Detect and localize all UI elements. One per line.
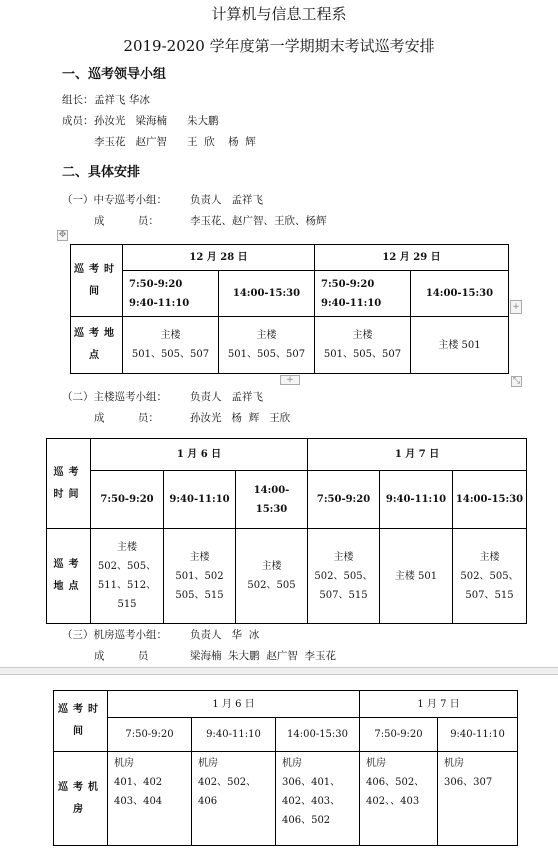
t3-time-5: 9:40-11:10 <box>438 718 518 752</box>
t3-place-4: 机房 406、502、 402、、403 <box>360 752 438 846</box>
t3-time-3: 14:00-15:30 <box>276 718 360 752</box>
doc-subtitle: 2019-2020 学年度第一学期期末考试巡考安排 <box>123 37 435 55</box>
t3-time-2: 9:40-11:10 <box>192 718 276 752</box>
t1-place-3: 主楼 501、505、507 <box>315 317 411 374</box>
group1-label: （一）中专巡考小组： <box>62 194 167 206</box>
page-break <box>0 667 558 675</box>
group3-member-label: 成 员 <box>94 650 149 662</box>
section2-heading: 二、具体安排 <box>62 165 141 180</box>
t3-place-2: 机房 402、502、 406 <box>192 752 276 846</box>
t2-place-3: 主楼 502、505 <box>236 529 308 624</box>
t3-place-5: 机房 306、307 <box>438 752 518 846</box>
members-line2: 李玉花 赵广智 王 欣 杨 辉 <box>94 136 256 148</box>
t2-place-2: 主楼 501、502 505、515 <box>164 529 236 624</box>
t2-time-5: 9:40-11:10 <box>380 471 453 529</box>
t2-time-label: 巡考时间 <box>47 439 91 529</box>
t3-time-4: 7:50-9:20 <box>360 718 438 752</box>
t2-time-2: 9:40-11:10 <box>164 471 236 529</box>
add-column-icon[interactable]: + <box>510 300 522 314</box>
t3-day1: 1 月 6 日 <box>108 691 360 718</box>
group2-member-label: 成 员： <box>94 412 159 424</box>
schedule-table-3 <box>53 690 518 846</box>
t1-day2: 12 月 29 日 <box>315 245 509 271</box>
group3-label: （三）机房巡考小组： <box>62 629 167 641</box>
t2-place-6: 主楼 502、505、 507、515 <box>453 529 527 624</box>
group1-leader: 负责人 孟祥飞 <box>190 194 264 206</box>
t3-place-3: 机房 306、401、 402、403、 406、502 <box>276 752 360 846</box>
t2-day1: 1 月 6 日 <box>91 439 308 471</box>
leader-label: 组长： <box>62 94 94 106</box>
t3-place-1: 机房 401、402 403、404 <box>108 752 192 846</box>
table-resize-icon[interactable]: ⤡ <box>512 376 521 386</box>
t1-place-1: 主楼 501、505、507 <box>123 317 219 374</box>
t1-time-label: 巡考时间 <box>71 245 123 317</box>
t2-place-5: 主楼 501 <box>380 529 453 624</box>
t1-time-2: 14:00-15:30 <box>219 271 315 317</box>
t1-time-4: 14:00-15:30 <box>411 271 509 317</box>
t1-place-label: 巡考地点 <box>71 317 123 374</box>
group2-members: 孙汝光 杨 辉 王欣 <box>190 412 291 424</box>
t2-place-4: 主楼 502、505、 507、515 <box>308 529 380 624</box>
t3-day2: 1 月 7 日 <box>360 691 518 718</box>
group1-members: 李玉花、赵广智、王欣、杨辉 <box>190 215 327 227</box>
t2-time-6: 14:00-15:30 <box>453 471 527 529</box>
t2-time-4: 7:50-9:20 <box>308 471 380 529</box>
t3-time-1: 7:50-9:20 <box>108 718 192 752</box>
t2-place-label: 巡考地点 <box>47 529 91 624</box>
t2-time-1: 7:50-9:20 <box>91 471 164 529</box>
schedule-table-1 <box>70 244 509 374</box>
t2-time-3: 14:00-15:30 <box>236 471 308 529</box>
t3-place-label: 巡考机房 <box>54 752 108 846</box>
section1-heading: 一、巡考领导小组 <box>62 67 167 82</box>
t3-time-label: 巡考时间 <box>54 691 108 752</box>
table-move-handle-icon[interactable]: ✥ <box>58 230 67 240</box>
leaders: 孟祥飞 华冰 <box>94 94 150 106</box>
t1-day1: 12 月 28 日 <box>123 245 315 271</box>
t2-place-1: 主楼 502、505、 511、512、515 <box>91 529 164 624</box>
add-row-icon[interactable]: + <box>280 375 300 385</box>
t1-place-4: 主楼 501 <box>411 317 509 374</box>
group2-label: （二）主楼巡考小组： <box>62 391 167 403</box>
t1-time-1: 7:50-9:20 9:40-11:10 <box>123 271 219 317</box>
t2-day2: 1 月 7 日 <box>308 439 527 471</box>
schedule-table-2 <box>46 438 527 624</box>
group2-leader: 负责人 孟祥飞 <box>190 391 264 403</box>
group3-members: 梁海楠 朱大鹏 赵广智 李玉花 <box>190 650 337 662</box>
doc-title: 计算机与信息工程系 <box>211 5 347 23</box>
members-line1: 孙汝光 梁海楠 朱大鹏 <box>94 115 219 127</box>
group1-member-label: 成 员： <box>94 215 159 227</box>
group3-leader: 负责人 华 冰 <box>190 629 260 641</box>
t1-place-2: 主楼 501、505、507 <box>219 317 315 374</box>
member-label: 成员： <box>62 115 94 127</box>
t1-time-3: 7:50-9:20 9:40-11:10 <box>315 271 411 317</box>
